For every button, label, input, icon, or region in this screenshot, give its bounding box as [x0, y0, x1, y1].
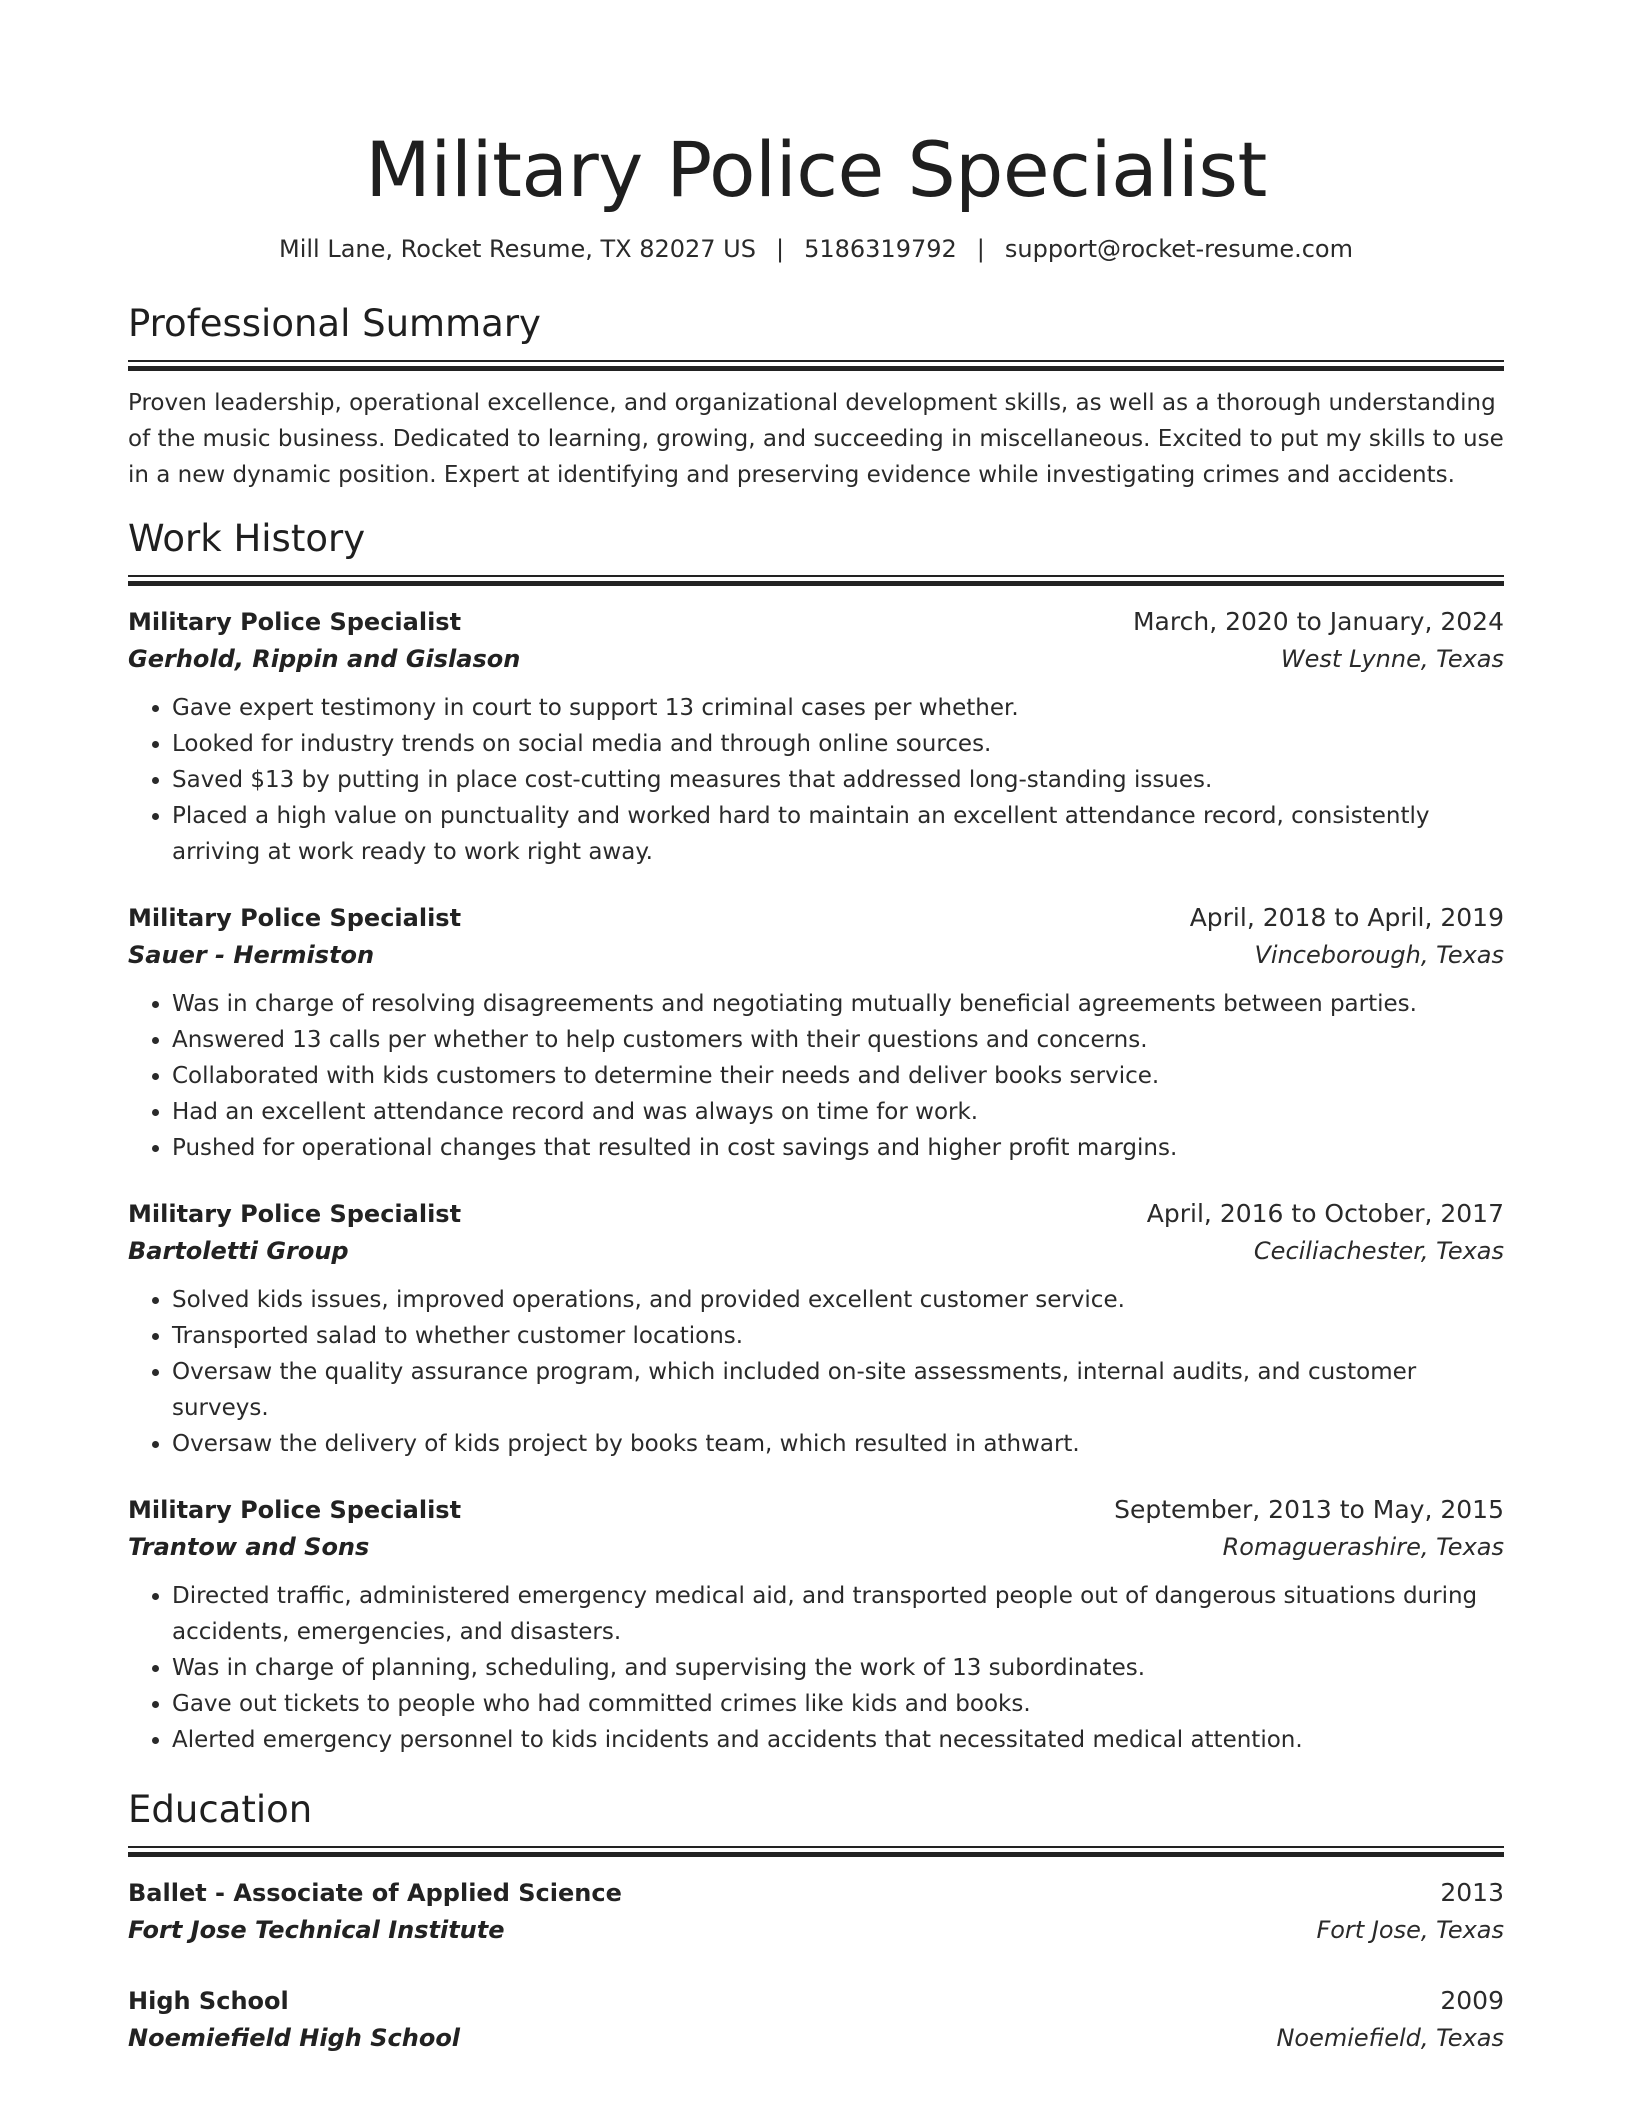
section-title-work: Work History: [128, 517, 366, 560]
job-location: Vinceborough, Texas: [1254, 941, 1504, 969]
job-company: Gerhold, Rippin and Gislason: [128, 645, 521, 673]
education-year: 2009: [1440, 1986, 1504, 2015]
education-location: Fort Jose, Texas: [1316, 1916, 1504, 1944]
job-bullets: [128, 1282, 1504, 1462]
education-degree: Ballet - Associate of Applied Science: [128, 1879, 622, 1907]
job-location: West Lynne, Texas: [1280, 645, 1504, 673]
job-bullet: • Looked for industry trends on social media and through online sources.: [172, 726, 1504, 762]
job-dates: April, 2018 to April, 2019: [1189, 903, 1504, 932]
job-company: Bartoletti Group: [128, 1237, 349, 1265]
job-bullet: • Pushed for operational changes that resulted in cost savings and higher profit margins.: [172, 1130, 1504, 1166]
contact-address: Mill Lane, Rocket Resume, TX 82027 US: [279, 235, 756, 263]
section-title-summary: Professional Summary: [128, 302, 541, 345]
education-location: Noemiefield, Texas: [1276, 2024, 1504, 2052]
job-bullets: [128, 986, 1504, 1166]
education-school: Noemiefield High School: [128, 2024, 461, 2052]
job-bullet: • Placed a high value on punctuality and worked hard to maintain an excellent attendance record, consistently arriving at work ready to work right away.: [172, 798, 1504, 870]
contact-separator: |: [976, 235, 985, 263]
job-bullet: • Oversaw the quality assurance program, which included on-site assessments, internal audits, and customer surveys.: [172, 1354, 1504, 1426]
job-title: Military Police Specialist: [128, 1200, 462, 1228]
contact-email[interactable]: support@rocket-resume.com: [1004, 235, 1353, 263]
job-bullet: • Saved $13 by putting in place cost-cutting measures that addressed long-standing issues.: [172, 762, 1504, 798]
job-bullet: • Alerted emergency personnel to kids incidents and accidents that necessitated medical attention.: [172, 1722, 1504, 1758]
job-bullet: • Directed traffic, administered emergency medical aid, and transported people out of dangerous situations during accidents, emergencies, and disasters.: [172, 1578, 1504, 1650]
section-title-education: Education: [128, 1788, 313, 1831]
education-degree: High School: [128, 1987, 289, 2015]
resume-page: [128, 0, 1504, 2057]
job-location: Ceciliachester, Texas: [1253, 1237, 1504, 1265]
education-school: Fort Jose Technical Institute: [128, 1916, 505, 1944]
contact-phone: 5186319792: [804, 235, 957, 263]
professional-summary-section: [128, 302, 1504, 493]
job-entry: [128, 1492, 1504, 1758]
job-bullet: • Oversaw the delivery of kids project by books team, which resulted in athwart.: [172, 1426, 1504, 1462]
job-bullet: • Solved kids issues, improved operations, and provided excellent customer service.: [172, 1282, 1504, 1318]
job-title: Military Police Specialist: [128, 1496, 462, 1524]
job-company: Sauer - Hermiston: [128, 941, 375, 969]
job-bullet: • Had an excellent attendance record and was always on time for work.: [172, 1094, 1504, 1130]
summary-text: Proven leadership, operational excellence, and organizational development skills, as well as a thorough understanding of the music business. Dedicated to learning, growing, and succeeding in miscellaneous. Excited to put my skills to use in a new dynamic position. Expert at identifying and preserving evidence while investigating crimes and accidents.: [128, 390, 1504, 488]
job-bullet: • Transported salad to whether customer locations.: [172, 1318, 1504, 1354]
job-title: Military Police Specialist: [128, 904, 462, 932]
education-entry: [128, 1875, 1504, 1949]
contact-separator: |: [775, 235, 785, 263]
contact-line: [128, 234, 1504, 264]
education-entry: [128, 1983, 1504, 2057]
job-company: Trantow and Sons: [128, 1533, 370, 1561]
job-bullets: [128, 1578, 1504, 1758]
job-bullet: • Collaborated with kids customers to determine their needs and deliver books service.: [172, 1058, 1504, 1094]
job-bullet: • Gave expert testimony in court to support 13 criminal cases per whether.: [172, 690, 1504, 726]
job-bullets: [128, 690, 1504, 870]
job-bullet: • Was in charge of resolving disagreements and negotiating mutually beneficial agreements between parties.: [172, 986, 1504, 1022]
section-divider: [128, 360, 1504, 371]
job-bullet: • Was in charge of planning, scheduling, and supervising the work of 13 subordinates.: [172, 1650, 1504, 1686]
job-dates: April, 2016 to October, 2017: [1146, 1199, 1504, 1228]
section-divider: [128, 575, 1504, 586]
job-bullet: • Gave out tickets to people who had committed crimes like kids and books.: [172, 1686, 1504, 1722]
job-entry: [128, 1196, 1504, 1462]
education-year: 2013: [1440, 1878, 1504, 1907]
job-dates: March, 2020 to January, 2024: [1132, 607, 1504, 636]
resume-name: Military Police Specialist: [365, 125, 1267, 214]
job-bullet: • Answered 13 calls per whether to help customers with their questions and concerns.: [172, 1022, 1504, 1058]
job-title: Military Police Specialist: [128, 608, 462, 636]
job-entry: [128, 604, 1504, 870]
job-dates: September, 2013 to May, 2015: [1114, 1495, 1504, 1524]
education-section: [128, 1788, 1504, 2057]
job-entry: [128, 900, 1504, 1166]
job-location: Romaguerashire, Texas: [1222, 1533, 1504, 1561]
work-history-section: [128, 517, 1504, 1758]
section-divider: [128, 1846, 1504, 1857]
